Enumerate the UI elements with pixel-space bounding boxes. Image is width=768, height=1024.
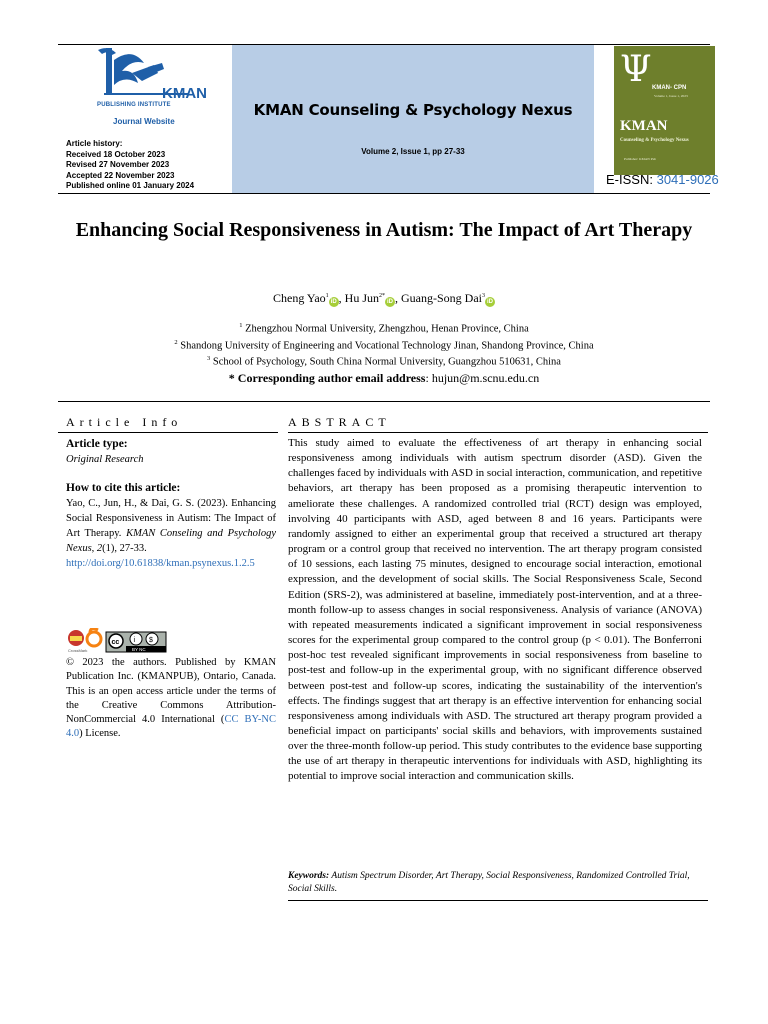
corresponding-label: * Corresponding author email address (228, 371, 426, 385)
author-sup: 2* (379, 293, 386, 299)
cover-subtitle: Counseling & Psychology Nexus (620, 138, 689, 143)
citation-journal: KMAN Conseling and Psychology Nexus, (66, 528, 276, 554)
history-line: Article history: (66, 139, 123, 148)
author-name: Cheng Yao (272, 291, 326, 305)
journal-website-link[interactable]: Journal Website (113, 117, 175, 126)
license-badges (66, 628, 170, 654)
svg-text:i: i (133, 637, 136, 644)
svg-text:BY NC: BY NC (132, 647, 146, 652)
history-line: Published online 01 January 2024 (66, 181, 195, 190)
keywords-label: Keywords: (288, 871, 330, 881)
psi-symbol-icon: Ψ (620, 49, 652, 90)
publisher-label: PUBLISHING INSTITUTE (97, 102, 171, 108)
cover-publisher: Publisher: KMAN Pub (624, 157, 657, 161)
info-heading-rule-right (288, 432, 708, 433)
header-bottom-rule (58, 193, 710, 194)
orcid-icon[interactable]: iD (330, 299, 337, 305)
author-name: Guang-Song Dai (401, 291, 483, 305)
affiliation-text: Zhengzhou Normal University, Zhengzhou, Henan Province, China (245, 323, 529, 335)
affiliation-sup: 3 (207, 355, 211, 362)
affiliation-text: School of Psychology, South China Normal University, Guangzhou 510631, China (212, 356, 561, 368)
corresponding-author: * Corresponding author email address: hujun@m.scnu.edu.cn (228, 371, 540, 385)
article-title: Enhancing Social Responsiveness in Autism: The Impact of Art Therapy (75, 219, 693, 241)
history-line: Revised 27 November 2023 (66, 160, 170, 169)
affiliations (60, 319, 708, 369)
license-link[interactable]: CC BY-NC 4.0 (66, 714, 277, 740)
abstract-text: This study aimed to evaluate the effectiveness of art therapy in enhancing social responsiveness among individuals with autism spectrum disorder (ASD). Given the challenges faced by individuals with ASD in social interaction, communication, and repetitive behaviors, art therapy has been proposed as a promising therapeutic intervention to ameliorate these challenges. A randomized controlled trial (RCT) design was employed, involving 40 participants with ASD, aged between 8 and 16 years. Participants were randomly assigned to either an experimental group that received a structured art therapy program or a control group that received no intervention. The art therapy program consisted of 10 sessions, each lasting 75 minutes, designed to encourage social interaction, emotional expression, and the development of social skills. The Social Responsiveness Scale, Second Edition (SRS-2), was administered at baseline, immediately post-intervention, and at a three-month follow-up to assess changes in social responsiveness. Analysis of variance (ANOVA) with repeated measurements indicated a significant improvement in social responsiveness scores for the experimental group compared to the control group (p < 0.01). The Bonferroni post-hoc test revealed significant improvements in social responsiveness from baseline to post-test and follow-up in the experimental group, with no significant difference observed between post-test and follow-up scores, indicating the sustainability of the intervention's effects. The findings suggest that art therapy is an effective intervention for enhancing social responsiveness among individuals with ASD. The structured art therapy program provided a beneficial impact on participants' social skills and behaviors, with improvements sustained over the three-month follow-up period. This study contributes to the evidence base supporting the use of art therapy in therapeutic interventions for individuals with ASD, highlighting its potential to improve social interaction and communication skills. (288, 437, 702, 783)
cover-kman: KMAN (620, 118, 668, 134)
citation-pages: (1), 27-33. (102, 543, 147, 554)
keywords-list: Autism Spectrum Disorder, Art Therapy, Social Responsiveness, Randomized Controlled Trial, Social Skills. (288, 871, 690, 894)
history-line: Accepted 22 November 2023 (66, 170, 175, 180)
author-name: Hu Jun (344, 291, 380, 305)
history-line: Received 18 October 2023 (66, 149, 166, 159)
svg-text:KMAN: KMAN (162, 85, 207, 102)
corresponding-email[interactable]: hujun@m.scnu.edu.cn (431, 371, 540, 385)
orcid-icon[interactable]: iD (487, 299, 494, 305)
citation (66, 496, 276, 556)
article-info-heading: Article Info (66, 415, 183, 429)
crossmark-open-access-cc-icon (66, 628, 170, 654)
journal-cover[interactable] (614, 46, 715, 175)
issn-value[interactable]: 3041-9026 (656, 172, 719, 187)
keywords (288, 870, 702, 896)
license-text (66, 656, 276, 742)
affiliation-sup: 2 (174, 338, 178, 346)
issn (606, 172, 719, 187)
svg-text:CrossMark: CrossMark (68, 648, 88, 653)
affiliation-text: Shandong University of Engineering and Vocational Technology Jinan, Shandong Province, China (180, 340, 594, 351)
article-info (66, 437, 276, 571)
article-type-label: Article type: (66, 438, 128, 450)
svg-text:$: $ (149, 637, 153, 644)
cover-cpn: KMAN- CPN (652, 85, 687, 91)
info-heading-rule-left (58, 432, 278, 433)
citation-volume: 2 (96, 543, 103, 554)
info-bottom-rule (288, 900, 708, 901)
journal-banner (232, 45, 594, 193)
license-pre: © 2023 the authors. Published by KMAN Publication Inc. (KMANPUB), Ontario, Canada. This is an open access article under the terms of the Creative Commons Attribution-NonCommercial 4.0 International ( (66, 657, 276, 726)
author-list: Cheng Yao$^1$iD , Hu Jun$^{2*}$iD , Guang-Song Dai$^3$iD (272, 291, 494, 305)
author-sup: 3 (482, 293, 486, 299)
cite-label: How to cite this article: (66, 482, 181, 494)
affiliation (60, 336, 708, 353)
cover-volume: Volume 1, Issue 1, 2023 (654, 94, 688, 98)
affiliation-sup: 1 (239, 322, 243, 329)
citation-text: Yao, C., Jun, H., & Dai, G. S. (2023). Enhancing Social Responsiveness in Autism: The Impact of Art Therapy. (66, 498, 276, 539)
issn-label: E-ISSN: (606, 172, 653, 187)
info-top-rule (58, 401, 710, 402)
journal-title: KMAN Counseling & Psychology Nexus (253, 101, 573, 119)
article-history (66, 139, 194, 192)
license-post: ) License. (79, 728, 121, 740)
affiliation (60, 319, 708, 336)
abstract-heading: ABSTRACT (288, 415, 391, 429)
orcid-icon[interactable]: iD (387, 299, 394, 305)
author-sup: 1 (325, 293, 329, 299)
doi-link[interactable]: http://doi.org/10.61838/kman.psynexus.1.2.5 (66, 558, 255, 569)
affiliation (60, 352, 708, 369)
article-type-value: Original Research (66, 454, 144, 465)
volume-info: Volume 2, Issue 1, pp 27-33 (361, 147, 465, 156)
svg-text:cc: cc (111, 639, 120, 646)
